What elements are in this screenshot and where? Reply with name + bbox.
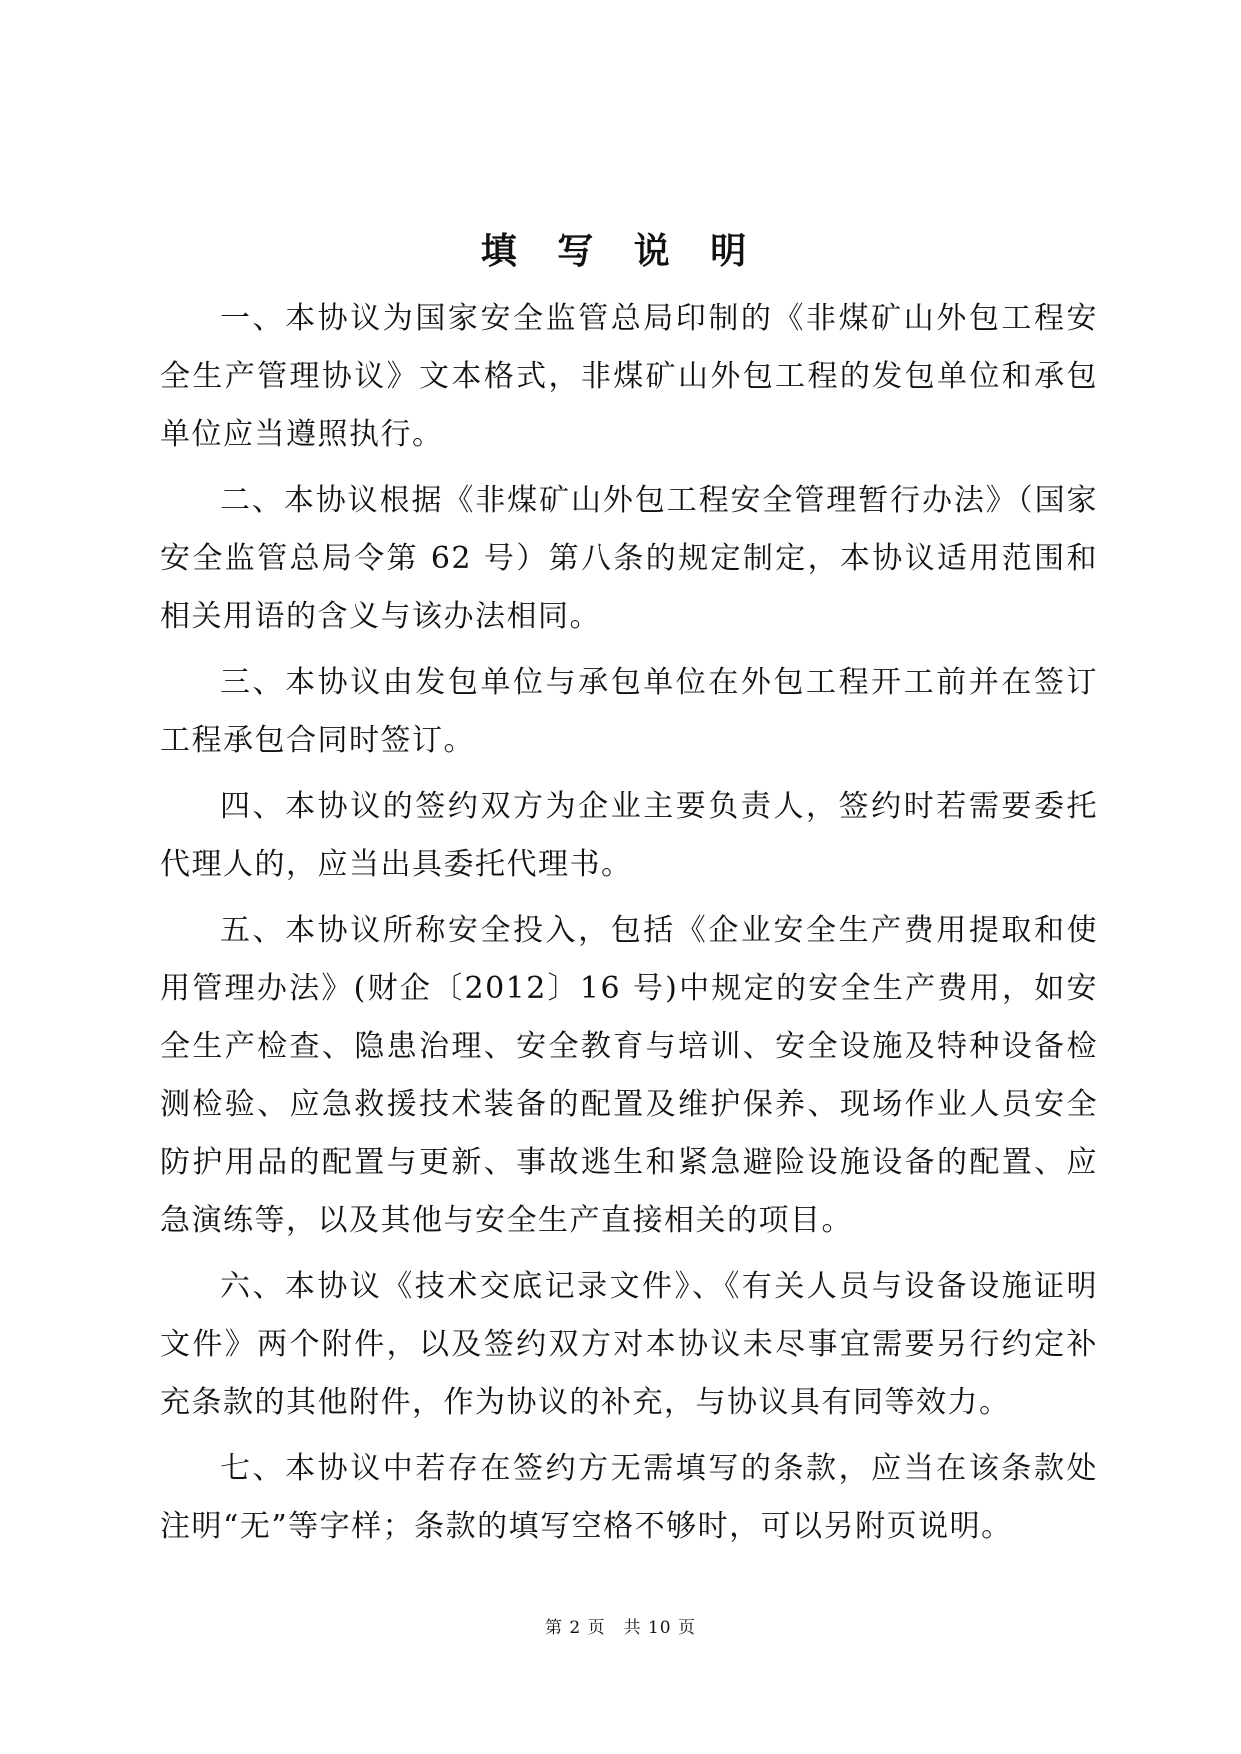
- page-number-footer: 第 2 页 共 10 页: [544, 1618, 697, 1638]
- document-title: 填 写 说 明: [480, 231, 761, 272]
- paragraph-5: 五、本协议所称安全投入，包括《企业安全生产费用提取和使用管理办法》(财企〔2012〕16 号)中规定的安全生产费用，如安全生产检查、隐患治理、安全教育与培训、安全设施及特种设备检测检验、应急救援技术装备的配置及维护保养、现场作业人员安全防护用品的配置与更新、事故逃生和紧急避险设施设备的配置、应急演练等，以及其他与安全生产直接相关的项目。: [160, 913, 1098, 1238]
- document-body: [160, 290, 1098, 1564]
- paragraph-4: 四、本协议的签约双方为企业主要负责人，签约时若需要委托代理人的，应当出具委托代理书。: [160, 789, 1098, 882]
- paragraph-2: 二、本协议根据《非煤矿山外包工程安全管理暂行办法》（国家安全监管总局令第 62 号）第八条的规定制定，本协议适用范围和相关用语的含义与该办法相同。: [160, 483, 1098, 634]
- paragraph-3: 三、本协议由发包单位与承包单位在外包工程开工前并在签订工程承包合同时签订。: [160, 665, 1098, 758]
- paragraph-6: 六、本协议《技术交底记录文件》、《有关人员与设备设施证明文件》两个附件，以及签约双方对本协议未尽事宜需要另行约定补充条款的其他附件，作为协议的补充，与协议具有同等效力。: [160, 1269, 1098, 1420]
- paragraph-7: 七、本协议中若存在签约方无需填写的条款，应当在该条款处注明“无”等字样；条款的填写空格不够时，可以另附页说明。: [160, 1451, 1098, 1544]
- paragraph-1: 一、本协议为国家安全监管总局印制的《非煤矿山外包工程安全生产管理协议》文本格式，非煤矿山外包工程的发包单位和承包单位应当遵照执行。: [160, 301, 1098, 452]
